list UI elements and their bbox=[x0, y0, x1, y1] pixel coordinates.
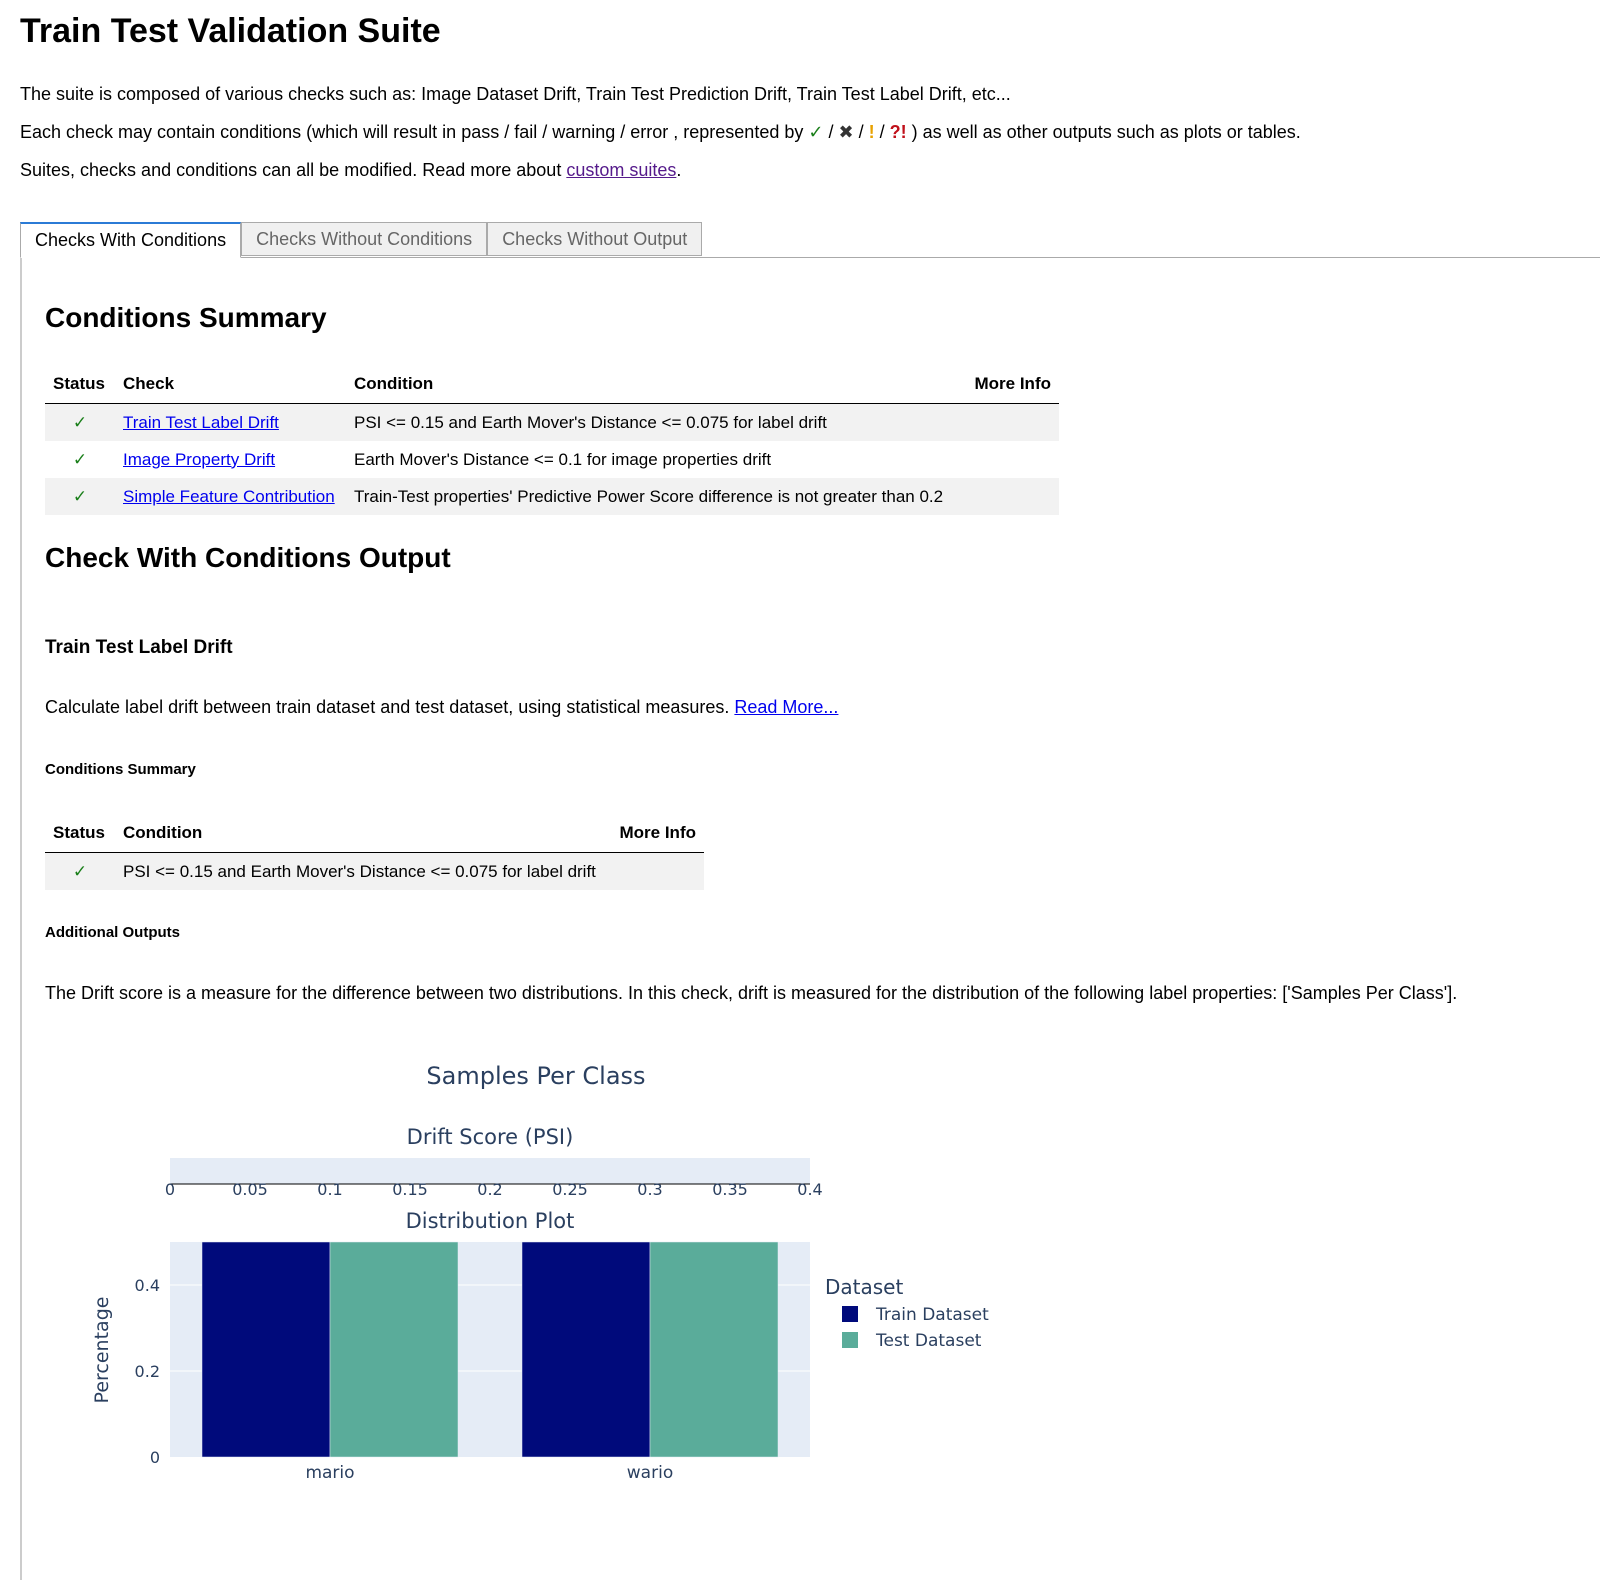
y-tick-label: 0 bbox=[149, 1448, 160, 1467]
check-title: Train Test Label Drift bbox=[45, 637, 233, 658]
distribution-plot-subtitle: Distribution Plot bbox=[405, 1209, 575, 1233]
more-info-cell bbox=[964, 404, 1059, 442]
conditions-summary-heading: Conditions Summary bbox=[45, 302, 327, 333]
psi-tick-label: 0.05 bbox=[232, 1180, 268, 1199]
psi-tick-label: 0.25 bbox=[552, 1180, 588, 1199]
condition-cell: Earth Mover's Distance <= 0.1 for image properties drift bbox=[354, 449, 772, 469]
distribution-x-ticks bbox=[305, 1463, 673, 1483]
drift-score-subtitle: Drift Score (PSI) bbox=[406, 1125, 574, 1149]
col-condition: Condition bbox=[346, 365, 964, 404]
psi-tick-label: 0.35 bbox=[712, 1180, 748, 1199]
psi-tick-label: 0.1 bbox=[317, 1180, 343, 1199]
panel-border bbox=[20, 257, 22, 1580]
intro-line-3-end: . bbox=[676, 160, 682, 180]
legend-label[interactable]: Test Dataset bbox=[876, 1331, 982, 1351]
status-pass-icon: ✓ bbox=[45, 404, 115, 442]
col-condition: Condition bbox=[115, 814, 610, 853]
drift-description: The Drift score is a measure for the difference between two distributions. In this check, drift is measured for the distribution of the following label properties: ['Samples Per Class']. bbox=[45, 983, 1458, 1003]
bar-wario-test-dataset[interactable] bbox=[650, 1242, 778, 1457]
check-cell bbox=[115, 441, 346, 478]
intro-line-3-text: Suites, checks and conditions can all be modified. Read more about bbox=[20, 160, 567, 180]
intro-line-3 bbox=[20, 160, 681, 181]
more-info-cell bbox=[610, 853, 704, 891]
table-row bbox=[45, 404, 1059, 442]
separator: / bbox=[853, 122, 869, 142]
y-tick-label: 0.2 bbox=[134, 1362, 160, 1381]
psi-tick-label: 0.3 bbox=[637, 1180, 663, 1199]
intro-line-2 bbox=[20, 122, 1301, 143]
psi-tick-label: 0.15 bbox=[392, 1180, 428, 1199]
separator: / bbox=[823, 122, 839, 142]
col-more-info: More Info bbox=[610, 814, 704, 853]
legend-swatch[interactable] bbox=[842, 1332, 858, 1348]
col-more-info: More Info bbox=[964, 365, 1059, 404]
check-link-simple-feature-contribution[interactable]: Simple Feature Contribution bbox=[123, 486, 335, 506]
check-description bbox=[45, 697, 838, 718]
tab-checks-without-conditions[interactable]: Checks Without Conditions bbox=[241, 222, 487, 256]
pass-icon: ✓ bbox=[808, 122, 824, 142]
additional-outputs-heading: Additional Outputs bbox=[45, 924, 180, 941]
fail-icon: ✖ bbox=[838, 122, 854, 142]
tab-bar bbox=[20, 222, 702, 258]
status-pass-icon: ✓ bbox=[72, 449, 88, 469]
read-more-link[interactable]: Read More... bbox=[734, 697, 839, 717]
check-output-heading: Check With Conditions Output bbox=[45, 542, 451, 573]
bar-mario-test-dataset[interactable] bbox=[330, 1242, 458, 1457]
conditions-summary-table bbox=[45, 365, 1059, 515]
col-status: Status bbox=[45, 365, 115, 404]
col-status: Status bbox=[45, 814, 115, 853]
chart-title: Samples Per Class bbox=[426, 1062, 646, 1090]
check-description-text: Calculate label drift between train dataset and test dataset, using statistical measures. bbox=[45, 697, 735, 717]
custom-suites-link[interactable]: custom suites bbox=[566, 160, 677, 180]
intro-line-2-text: Each check may contain conditions (which will result in pass / fail / warning / error , represented by bbox=[20, 122, 809, 142]
check-cell bbox=[115, 478, 346, 515]
condition-cell: PSI <= 0.15 and Earth Mover's Distance <= 0.075 for label drift bbox=[115, 853, 610, 891]
drift-score-x-ticks bbox=[165, 1180, 823, 1199]
table-header-row bbox=[45, 814, 704, 853]
error-icon: ?! bbox=[889, 122, 907, 142]
warning-icon: ! bbox=[868, 122, 875, 142]
intro-line-2-end: ) as well as other outputs such as plots or tables. bbox=[906, 122, 1301, 142]
check-conditions-table bbox=[45, 814, 704, 890]
check-conditions-heading: Conditions Summary bbox=[45, 761, 196, 778]
psi-tick-label: 0.4 bbox=[797, 1180, 823, 1199]
bar-mario-train-dataset[interactable] bbox=[202, 1242, 330, 1457]
check-link-image-property-drift[interactable]: Image Property Drift bbox=[123, 449, 276, 469]
legend-swatch[interactable] bbox=[842, 1306, 858, 1322]
legend bbox=[825, 1275, 989, 1351]
tab-divider bbox=[20, 257, 1600, 258]
samples-per-class-chart bbox=[60, 1060, 1060, 1520]
status-pass-icon: ✓ bbox=[45, 478, 115, 515]
x-tick-label: mario bbox=[305, 1463, 355, 1483]
x-tick-label: wario bbox=[626, 1463, 674, 1483]
table-header-row bbox=[45, 365, 1059, 404]
check-cell bbox=[115, 404, 346, 442]
more-info-cell bbox=[964, 478, 1059, 515]
table-row bbox=[45, 441, 1059, 478]
bar-wario-train-dataset[interactable] bbox=[522, 1242, 650, 1457]
separator: / bbox=[874, 122, 890, 142]
psi-tick-label: 0 bbox=[164, 1180, 176, 1199]
tab-checks-without-output[interactable]: Checks Without Output bbox=[487, 222, 702, 256]
table-row bbox=[45, 853, 704, 891]
legend-items bbox=[842, 1305, 989, 1351]
distribution-y-ticks bbox=[135, 1276, 160, 1467]
status-pass-icon: ✓ bbox=[45, 853, 115, 891]
y-axis-label: Percentage bbox=[91, 1296, 113, 1404]
psi-tick-label: 0.2 bbox=[477, 1180, 503, 1199]
page-title: Train Test Validation Suite bbox=[20, 12, 441, 50]
legend-label[interactable]: Train Dataset bbox=[876, 1305, 989, 1325]
more-info-cell bbox=[964, 441, 1059, 478]
condition-cell: Train-Test properties' Predictive Power Score difference is not greater than 0.2 bbox=[346, 478, 964, 515]
legend-title: Dataset bbox=[825, 1275, 904, 1299]
y-tick-label: 0.4 bbox=[134, 1276, 160, 1295]
intro-line-1: The suite is composed of various checks such as: Image Dataset Drift, Train Test Prediction Drift, Train Test Label Drift, etc... bbox=[20, 84, 1011, 104]
table-row bbox=[45, 478, 1059, 515]
check-link-train-test-label-drift[interactable]: Train Test Label Drift bbox=[123, 412, 279, 432]
tab-checks-with-conditions[interactable]: Checks With Conditions bbox=[20, 222, 241, 258]
condition-cell: PSI <= 0.15 and Earth Mover's Distance <= 0.075 for label drift bbox=[346, 404, 964, 442]
col-check: Check bbox=[115, 365, 346, 404]
